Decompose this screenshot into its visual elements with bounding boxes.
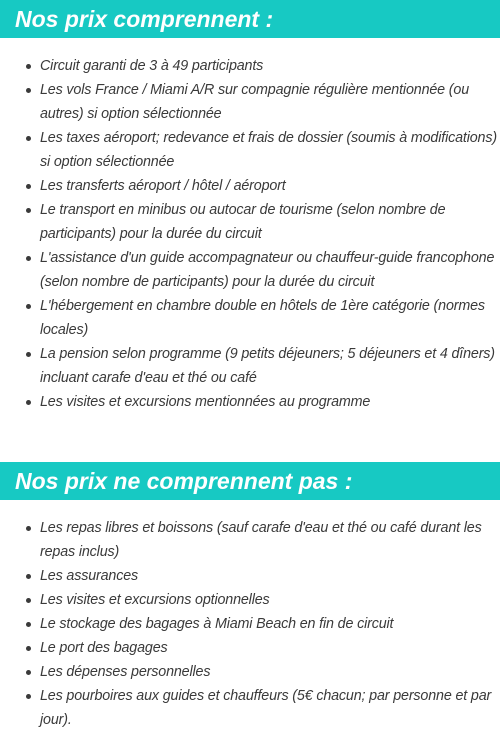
list-item-text: Les pourboires aux guides et chauffeurs (5€ chacun; par personne et par jour). bbox=[40, 688, 492, 728]
included-list bbox=[0, 54, 500, 414]
bullet-icon bbox=[26, 136, 31, 141]
bullet-icon bbox=[26, 694, 31, 699]
list-item-text: L'assistance d'un guide accompagnateur ou chauffeur-guide francophone (selon nombre de participants) pour la durée du circuit bbox=[40, 250, 495, 290]
bullet-icon bbox=[26, 64, 31, 69]
list-item-text: Les assurances bbox=[40, 568, 139, 584]
list-item-text: Le stockage des bagages à Miami Beach en fin de circuit bbox=[40, 616, 394, 632]
bullet-icon bbox=[26, 526, 31, 531]
list-item bbox=[0, 612, 500, 636]
list-item bbox=[0, 390, 500, 414]
list-item bbox=[0, 564, 500, 588]
list-item-text: Les visites et excursions optionnelles bbox=[40, 592, 270, 608]
excluded-list bbox=[0, 516, 500, 732]
bullet-icon bbox=[26, 400, 31, 405]
list-item-text: Les repas libres et boissons (sauf carafe d'eau et thé ou café durant les repas inclus) bbox=[40, 520, 482, 560]
list-item bbox=[0, 588, 500, 612]
bullet-icon bbox=[26, 256, 31, 261]
bullet-icon bbox=[26, 646, 31, 651]
list-item bbox=[0, 516, 500, 564]
bullet-icon bbox=[26, 184, 31, 189]
included-section-title: Nos prix comprennent : bbox=[0, 0, 500, 38]
bullet-icon bbox=[26, 304, 31, 309]
bullet-icon bbox=[26, 352, 31, 357]
list-item-text: La pension selon programme (9 petits déjeuners; 5 déjeuners et 4 dîners) incluant carafe d'eau et thé ou café bbox=[40, 346, 495, 386]
bullet-icon bbox=[26, 208, 31, 213]
list-item bbox=[0, 126, 500, 174]
list-item-text: Les taxes aéroport; redevance et frais de dossier (soumis à modifications) si option sélectionnée bbox=[40, 130, 497, 170]
list-item bbox=[0, 198, 500, 246]
list-item-text: Le transport en minibus ou autocar de tourisme (selon nombre de participants) pour la durée du circuit bbox=[40, 202, 446, 242]
list-item-text: Les transferts aéroport / hôtel / aéroport bbox=[40, 178, 286, 194]
list-item bbox=[0, 342, 500, 390]
bullet-icon bbox=[26, 670, 31, 675]
list-item-text: Le port des bagages bbox=[40, 640, 168, 656]
excluded-section-title: Nos prix ne comprennent pas : bbox=[0, 462, 500, 500]
list-item-text: Les dépenses personnelles bbox=[40, 664, 211, 680]
list-item bbox=[0, 78, 500, 126]
list-item bbox=[0, 54, 500, 78]
list-item bbox=[0, 636, 500, 660]
list-item-text: Les vols France / Miami A/R sur compagnie régulière mentionnée (ou autres) si option sélectionnée bbox=[40, 82, 470, 122]
list-item-text: L'hébergement en chambre double en hôtels de 1ère catégorie (normes locales) bbox=[40, 298, 485, 338]
list-item bbox=[0, 660, 500, 684]
list-item-text: Circuit garanti de 3 à 49 participants bbox=[40, 58, 264, 74]
list-item bbox=[0, 246, 500, 294]
bullet-icon bbox=[26, 574, 31, 579]
list-item bbox=[0, 684, 500, 732]
bullet-icon bbox=[26, 598, 31, 603]
list-item bbox=[0, 174, 500, 198]
list-item-text: Les visites et excursions mentionnées au programme bbox=[40, 394, 371, 410]
bullet-icon bbox=[26, 622, 31, 627]
bullet-icon bbox=[26, 88, 31, 93]
list-item bbox=[0, 294, 500, 342]
